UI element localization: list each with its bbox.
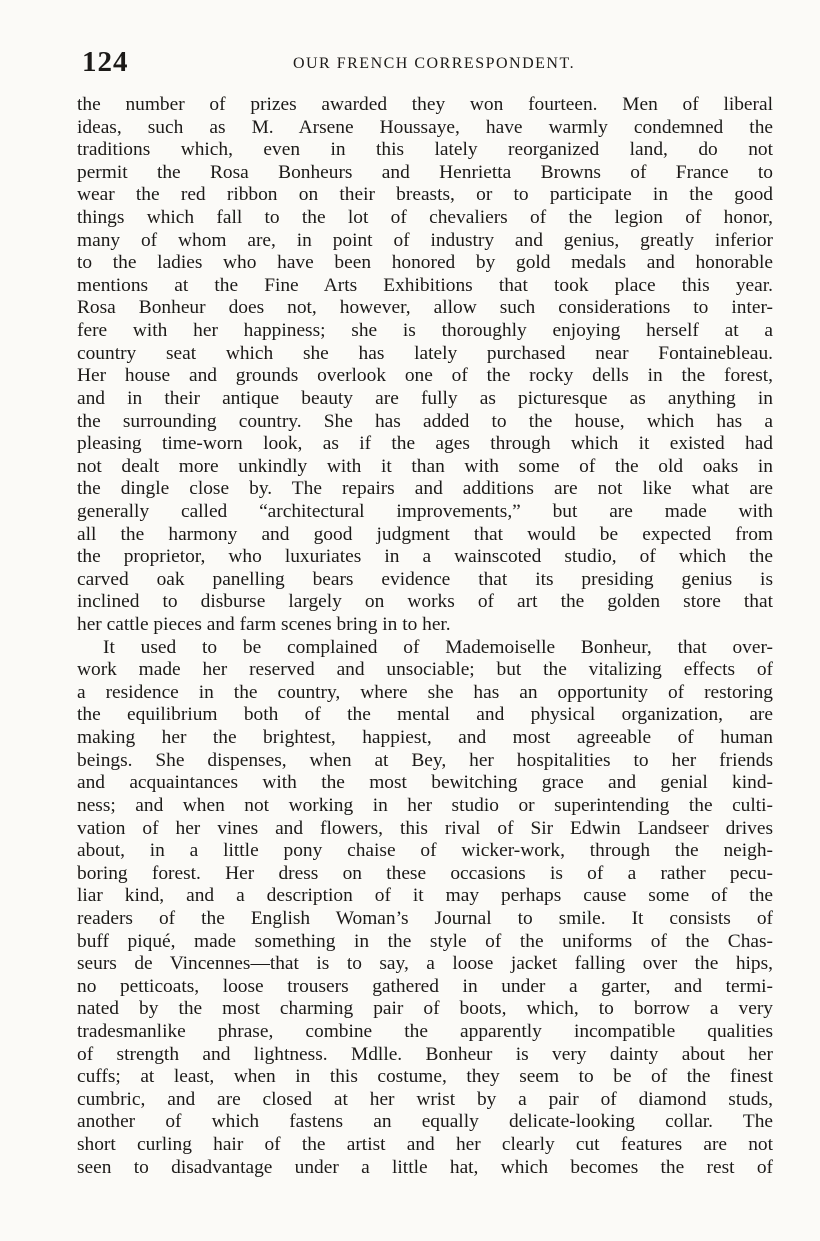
paragraph-start-line: It used to be complained of Mademoiselle Bonheur, that over- <box>103 636 773 658</box>
text-line: the number of prizes awarded they won fourteen. Men of liberal <box>77 94 773 115</box>
text-line: things which fall to the lot of chevaliers of the legion of honor, <box>77 207 773 229</box>
paragraph-end-line: her cattle pieces and farm scenes bring in to her. <box>77 614 451 636</box>
text-line: beings. She dispenses, when at Bey, her hospitalities to her friends <box>77 749 773 771</box>
text-line: the surrounding country. She has added to the house, which has a <box>77 410 773 432</box>
text-line: country seat which she has lately purchased near Fontainebleau. <box>77 342 773 364</box>
text-line: readers of the English Woman’s Journal to smile. It consists of <box>77 907 773 929</box>
body-text <box>77 94 773 1179</box>
text-line: a residence in the country, where she has an opportunity of restoring <box>77 681 773 703</box>
text-line: the equilibrium both of the mental and physical organization, are <box>77 704 773 726</box>
text-line: short curling hair of the artist and her clearly cut features are not <box>77 1134 773 1156</box>
text-line: making her the brightest, happiest, and most agreeable of human <box>77 727 773 749</box>
text-line: ideas, such as M. Arsene Houssaye, have warmly condemned the <box>77 116 773 138</box>
text-line: seurs de Vincennes—that is to say, a loose jacket falling over the hips, <box>77 953 773 975</box>
text-line: the proprietor, who luxuriates in a wainscoted studio, of which the <box>77 546 773 568</box>
text-line: vation of her vines and flowers, this rival of Sir Edwin Landseer drives <box>77 817 773 839</box>
text-line: carved oak panelling bears evidence that its presiding genius is <box>77 568 773 590</box>
text-line: not dealt more unkindly with it than with some of the old oaks in <box>77 455 773 477</box>
text-line: liar kind, and a description of it may perhaps cause some of the <box>77 885 773 907</box>
running-head: OUR FRENCH CORRESPONDENT. <box>292 55 576 72</box>
text-line: mentions at the Fine Arts Exhibitions that took place this year. <box>77 274 773 296</box>
text-line: cumbric, and are closed at her wrist by a pair of diamond studs, <box>77 1088 773 1110</box>
text-line: buff piqué, made something in the style of the uniforms of the Chas- <box>77 930 773 952</box>
page-number: 124 <box>82 46 129 78</box>
text-line: and in their antique beauty are fully as picturesque as anything in <box>77 387 773 409</box>
text-line: seen to disadvantage under a little hat, which becomes the rest of <box>77 1156 773 1178</box>
text-line: inclined to disburse largely on works of art the golden store that <box>77 591 773 613</box>
text-line: Her house and grounds overlook one of the rocky dells in the forest, <box>77 365 773 387</box>
text-line: cuffs; at least, when in this costume, they seem to be of the finest <box>77 1066 773 1088</box>
text-line: another of which fastens an equally delicate-looking collar. The <box>77 1111 773 1133</box>
text-line: work made her reserved and unsociable; but the vitalizing effects of <box>77 659 773 681</box>
text-line: generally called “architectural improvements,” but are made with <box>77 500 773 522</box>
text-line: pleasing time-worn look, as if the ages through which it existed had <box>77 433 773 455</box>
text-line: all the harmony and good judgment that would be expected from <box>77 523 773 545</box>
text-line: traditions which, even in this lately reorganized land, do not <box>77 139 773 161</box>
text-line: nated by the most charming pair of boots, which, to borrow a very <box>77 998 773 1020</box>
text-line: boring forest. Her dress on these occasions is of a rather pecu- <box>77 862 773 884</box>
text-line: many of whom are, in point of industry and genius, greatly inferior <box>77 229 773 251</box>
text-line: and acquaintances with the most bewitching grace and genial kind- <box>77 772 773 794</box>
text-line: Rosa Bonheur does not, however, allow such considerations to inter- <box>77 297 773 319</box>
page-header <box>52 46 776 82</box>
text-line: fere with her happiness; she is thoroughly enjoying herself at a <box>77 320 773 342</box>
text-line: no petticoats, loose trousers gathered in under a garter, and termi- <box>77 975 773 997</box>
text-line: the dingle close by. The repairs and additions are not like what are <box>77 478 773 500</box>
text-line: permit the Rosa Bonheurs and Henrietta Browns of France to <box>77 161 773 183</box>
text-line: ness; and when not working in her studio or superintending the culti- <box>77 794 773 816</box>
text-line: about, in a little pony chaise of wicker-work, through the neigh- <box>77 840 773 862</box>
text-line: of strength and lightness. Mdlle. Bonheur is very dainty about her <box>77 1043 773 1065</box>
text-line: wear the red ribbon on their breasts, or to participate in the good <box>77 184 773 206</box>
text-line: tradesmanlike phrase, combine the apparently incompatible qualities <box>77 1020 773 1042</box>
text-line: to the ladies who have been honored by gold medals and honorable <box>77 252 773 274</box>
